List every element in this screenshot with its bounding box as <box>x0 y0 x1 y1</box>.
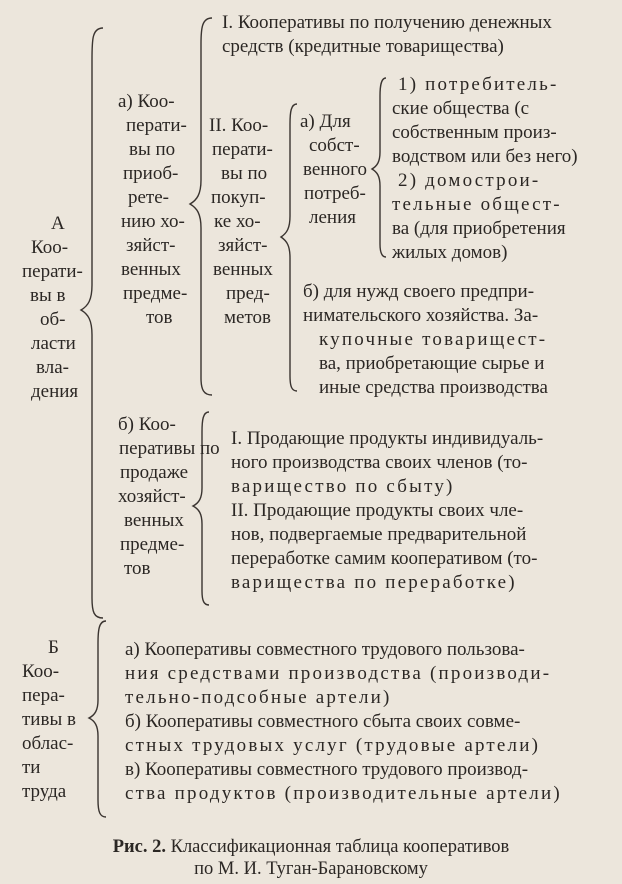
acquisition-line: вы по <box>129 139 176 160</box>
own-item-line: тельные общест- <box>392 194 562 215</box>
group-a-line: об- <box>40 309 66 330</box>
purchase-line: ке хо- <box>214 211 261 232</box>
business-line: нимательского хозяйства. За- <box>303 305 539 326</box>
sale-item-line: варищество по сбыту) <box>231 476 455 497</box>
own-item-line: жилых домов) <box>392 242 508 263</box>
bracket-group-b <box>89 621 106 817</box>
credit-line: средств (кредитные товарищества) <box>222 36 504 57</box>
group-b-line: ти <box>22 757 41 778</box>
sale-line: б) Коо- <box>118 414 176 435</box>
acquisition-line: рете- <box>128 187 169 208</box>
group-b-line: Коо- <box>22 661 60 682</box>
labor-item-line: б) Кооперативы совместного сбыта своих совме- <box>125 711 521 732</box>
acquisition-line: венных <box>121 259 181 280</box>
labor-item-line: в) Кооперативы совместного трудового производ- <box>125 759 529 780</box>
acquisition-line: зяйст- <box>126 235 176 256</box>
labor-item-line: тельно-подсобные артели) <box>125 687 392 708</box>
group-a-line: вла- <box>36 357 69 378</box>
sale-item-line: ного производства своих членов (то- <box>231 452 528 473</box>
labor-item-line: ния средствами производства (производи- <box>125 663 552 684</box>
labor-item-line: ства продуктов (производительные артели) <box>125 783 562 804</box>
own-item-line: ские общества (с <box>392 98 530 119</box>
group-a-line: перати- <box>22 261 83 282</box>
bracket-acquisition <box>190 18 212 395</box>
sale-line: хозяйст- <box>118 486 186 507</box>
credit-line: I. Кооперативы по получению денежных <box>222 12 552 33</box>
sale-line: венных <box>124 510 184 531</box>
own-line: ления <box>309 207 356 228</box>
sale-item-line: I. Продающие продукты индивидуаль- <box>231 428 544 449</box>
labor-item-line: стных трудовых услуг (трудовые артели) <box>125 735 541 756</box>
purchase-line: венных <box>213 259 273 280</box>
group-a-line: ласти <box>31 333 76 354</box>
sale-line: тов <box>124 558 151 579</box>
group-b-line: пера- <box>22 685 65 706</box>
business-line: иные средства производства <box>319 377 548 398</box>
acquisition-line: а) Коо- <box>118 91 175 112</box>
own-item-line: 2) домострои- <box>398 170 541 191</box>
purchase-line: пред- <box>226 283 270 304</box>
group-b-line: тивы в <box>22 709 76 730</box>
sale-line: перативы по <box>119 438 220 459</box>
sale-item-line: II. Продающие продукты своих чле- <box>231 500 524 521</box>
business-line: б) для нужд своего предпри- <box>303 281 535 302</box>
own-line: потреб- <box>304 183 366 204</box>
purchase-line: метов <box>224 307 271 328</box>
purchase-line: перати- <box>212 139 273 160</box>
group-b-line: облас- <box>22 733 74 754</box>
business-line: ва, приобретающие сырье и <box>319 353 545 374</box>
bracket-group-a <box>81 28 103 618</box>
bracket-own-consumption <box>372 78 386 257</box>
acquisition-line: тов <box>146 307 173 328</box>
figure-caption-author: по М. И. Туган-Барановскому <box>194 859 428 879</box>
labor-item-line: а) Кооперативы совместного трудового пользова- <box>125 639 525 660</box>
purchase-line: покуп- <box>211 187 266 208</box>
bracket-purchase <box>281 104 297 391</box>
business-line: купочные товарищест- <box>319 329 548 350</box>
purchase-line: II. Коо- <box>209 115 269 136</box>
group-b-line: труда <box>22 781 67 802</box>
sale-item-line: переработке самим кооперативом (то- <box>231 548 538 569</box>
purchase-line: зяйст- <box>218 235 268 256</box>
own-item-line: ва (для приобретения <box>392 218 566 239</box>
purchase-line: вы по <box>221 163 268 184</box>
figure-number: Рис. 2. <box>112 837 166 857</box>
own-line: венного <box>303 159 367 180</box>
acquisition-line: перати- <box>126 115 187 136</box>
own-item-line: собственным произ- <box>392 122 557 143</box>
acquisition-line: нию хо- <box>121 211 185 232</box>
own-item-line: 1) потребитель- <box>398 74 559 95</box>
sale-item-line: варищества по переработке) <box>231 572 517 593</box>
group-a-line: дения <box>31 381 79 402</box>
figure-title: Классификационная таблица кооперативов <box>170 837 510 857</box>
acquisition-line: предме- <box>123 283 188 304</box>
sale-item-line: нов, подвергаемые предварительной <box>231 524 527 545</box>
acquisition-line: приоб- <box>123 163 179 184</box>
sale-line: предме- <box>120 534 185 555</box>
group-a-letter: А <box>51 213 65 234</box>
own-item-line: водством или без него) <box>392 146 578 167</box>
group-b-letter: Б <box>48 637 59 658</box>
own-line: а) Для <box>300 111 351 132</box>
group-a-line: Коо- <box>31 237 69 258</box>
group-a-line: вы в <box>30 285 66 306</box>
figure-caption <box>0 836 622 859</box>
own-line: собст- <box>309 135 360 156</box>
sale-line: продаже <box>120 462 189 483</box>
